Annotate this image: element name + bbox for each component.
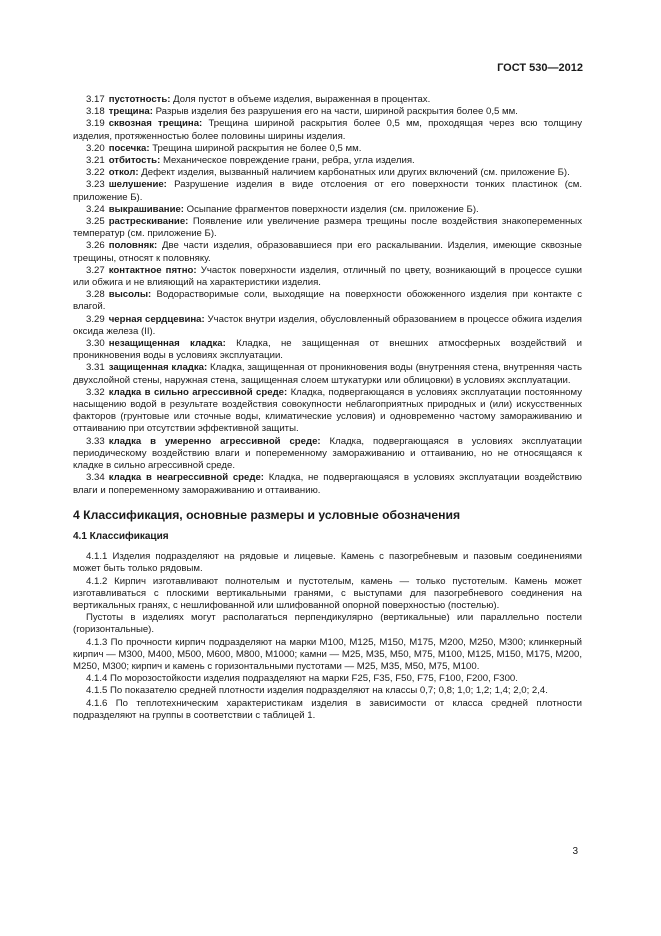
term-definition — [73, 167, 582, 179]
term-number: 3.23 — [86, 179, 105, 191]
term-text: Кладка, защищенная от проникновения воды (внутренняя стена, внутренняя часть двухслойной стены, наружная стена, защищенная слоем штукатурки или облицовки) в условиях эксплуатации. — [73, 362, 583, 386]
term-number: 3.27 — [86, 264, 105, 276]
term-text: Кладка, не подвергающаяся в условиях эксплуатации воздействию влаги и попеременному замораживанию и оттаиванию. — [73, 472, 582, 496]
term-number: 3.21 — [86, 155, 105, 167]
term-name: незащищенная кладка: — [108, 338, 226, 350]
paragraph: 4.1.2 Кирпич изготавливают полнотелым и пустотелым, камень — только пустотелым. Камень может изготавливаться с плоскими вертикальными гранями, с выступами для пазогребневого соединения на вертикальных гранях, с нешлифованной или шлифованной опорной поверхностью (постелью). — [73, 575, 582, 611]
paragraph: 4.1.1 Изделия подразделяют на рядовые и лицевые. Камень с пазогребневым и пазовым соединениями может быть только рядовым. — [73, 551, 582, 575]
term-name: кладка в неагрессивной среде: — [108, 472, 264, 484]
subsection-heading: 4.1 Классификация — [73, 530, 169, 542]
paragraph: 4.1.3 По прочности кирпич подразделяют на марки М100, М125, М150, М175, М200, М250, М300; клинкерный кирпич — М300, М400, М500, М600, М800, М1000; камни — М25, М35, М50, М75, М100, М125, М150, М175, М200, М250, М300; кирпич и камень с горизонтальными пустотами — М25, М35, М50, М75, М100. — [73, 636, 582, 672]
term-text: Доля пустот в объеме изделия, выраженная в процентах. — [173, 94, 431, 105]
term-definition — [73, 155, 582, 167]
term-number: 3.30 — [86, 338, 105, 350]
term-definition — [73, 179, 582, 203]
doc-header-code: ГОСТ 530—2012 — [497, 62, 583, 74]
term-number: 3.26 — [86, 240, 105, 252]
paragraph: Пустоты в изделиях могут располагаться перпендикулярно (вертикальные) или параллельно постели (горизонтальные). — [73, 612, 582, 636]
term-text: Две части изделия, образовавшиеся при его раскалывании. Изделия, имеющие сквозные трещины, относят к половняку. — [73, 240, 582, 264]
section-heading: 4 Классификация, основные размеры и условные обозначения — [73, 507, 461, 522]
term-number: 3.34 — [86, 472, 105, 484]
term-number: 3.24 — [86, 203, 105, 215]
term-text: Разрыв изделия без разрушения его на части, шириной раскрытия более 0,5 мм. — [155, 106, 518, 118]
term-text: Трещина шириной раскрытия более 0,5 мм, проходящая через всю толщину изделия, протяженностью более половины ширины изделия. — [73, 118, 582, 142]
term-name: отбитость: — [108, 155, 161, 167]
term-definition — [73, 472, 582, 496]
term-name: сквозная трещина: — [108, 118, 203, 130]
term-text: Разрушение изделия в виде отслоения от его поверхности тонких пластинок (см. приложение Б). — [73, 179, 582, 203]
term-definition — [73, 94, 582, 106]
term-definition — [73, 143, 582, 155]
term-name: высолы: — [108, 289, 152, 301]
term-number: 3.33 — [86, 435, 105, 447]
section-paragraphs — [73, 551, 582, 722]
term-definition — [73, 204, 582, 216]
term-text: Дефект изделия, вызванный наличием карбонатных или других включений (см. приложение Б). — [141, 167, 570, 179]
term-number: 3.19 — [86, 118, 105, 130]
term-definition — [73, 240, 582, 264]
term-definition — [73, 216, 582, 240]
term-name: кладка в сильно агрессивной среде: — [108, 386, 288, 398]
term-number: 3.28 — [86, 289, 105, 301]
term-text: Кладка, подвергающаяся в условиях эксплуатации периодическому воздействию влаги и попеременному замораживанию и оттаиванию, но не относящаяся к кладке в сильно агрессивной среде. — [73, 435, 583, 472]
page-number: 3 — [572, 846, 578, 857]
term-definition — [73, 338, 582, 362]
terms-list — [73, 94, 582, 497]
term-number: 3.20 — [86, 142, 105, 154]
paragraph: 4.1.6 По теплотехническим характеристикам изделия в зависимости от класса средней плотности подразделяют на группы в соответствии с таблицей 1. — [73, 697, 582, 721]
term-number: 3.31 — [86, 362, 105, 374]
term-number: 3.18 — [86, 106, 105, 118]
term-name: шелушение: — [108, 179, 167, 191]
term-number: 3.17 — [86, 94, 105, 105]
term-name: половняк: — [108, 240, 158, 252]
term-number: 3.25 — [86, 216, 105, 228]
term-name: растрескивание: — [108, 216, 189, 228]
term-definition — [73, 387, 582, 436]
term-name: контактное пятно: — [108, 264, 197, 276]
term-name: пустотность: — [108, 94, 171, 105]
term-name: защищенная кладка: — [108, 362, 208, 374]
term-name: посечка: — [108, 142, 150, 154]
term-number: 3.29 — [86, 313, 105, 325]
term-text: Участок поверхности изделия, отличный по цвету, возникающий в процессе сушки или обжига и не влияющий на характеристики изделия. — [73, 264, 582, 289]
term-text: Механическое повреждение грани, ребра, угла изделия. — [162, 155, 415, 167]
paragraph: 4.1.4 По морозостойкости изделия подразделяют на марки F25, F35, F50, F75, F100, F200, F300. — [86, 673, 518, 685]
term-name: черная сердцевина: — [108, 313, 205, 325]
term-text: Кладка, подвергающаяся в условиях эксплуатации постоянному насыщению водой в результате воздействия совокупности неблагоприятных природных и (или) искусственных факторов (грунтовые или сточные воды, климатические условия) и одновременно частому замораживанию и оттаиванию при отсутствии эффективной защиты. — [73, 386, 582, 435]
term-definition — [73, 265, 582, 289]
term-number: 3.32 — [86, 386, 105, 398]
term-definition — [73, 362, 582, 386]
term-definition — [73, 106, 582, 118]
term-text: Кладка, не защищенная от внешних атмосферных воздействий и проникновения воды в условиях эксплуатации. — [73, 338, 582, 362]
term-number: 3.22 — [86, 167, 105, 179]
document-body — [73, 94, 582, 722]
term-name: откол: — [108, 167, 139, 179]
term-name: кладка в умеренно агрессивной среде: — [108, 435, 321, 447]
term-text: Появление или увеличение размера трещины после воздействия знакопеременных температур (см. приложение Б). — [73, 216, 582, 240]
term-name: трещина: — [108, 106, 153, 118]
term-name: выкрашивание: — [108, 203, 184, 215]
term-text: Водорастворимые соли, выходящие на поверхности обожженного изделия при контакте с влагой. — [73, 289, 582, 313]
term-text: Участок внутри изделия, обусловленный образованием в процессе обжига изделия оксида железа (II). — [73, 313, 582, 337]
term-definition — [73, 436, 582, 473]
term-text: Осыпание фрагментов поверхности изделия (см. приложение Б). — [186, 203, 479, 215]
term-text: Трещина шириной раскрытия не более 0,5 мм. — [152, 142, 362, 154]
paragraph: 4.1.5 По показателю средней плотности изделия подразделяют на классы 0,7; 0,8; 1,0; 1,2; 1,4; 2,0; 2,4. — [86, 685, 548, 697]
term-definition — [73, 118, 582, 142]
term-definition — [73, 314, 582, 338]
term-definition — [73, 289, 582, 313]
